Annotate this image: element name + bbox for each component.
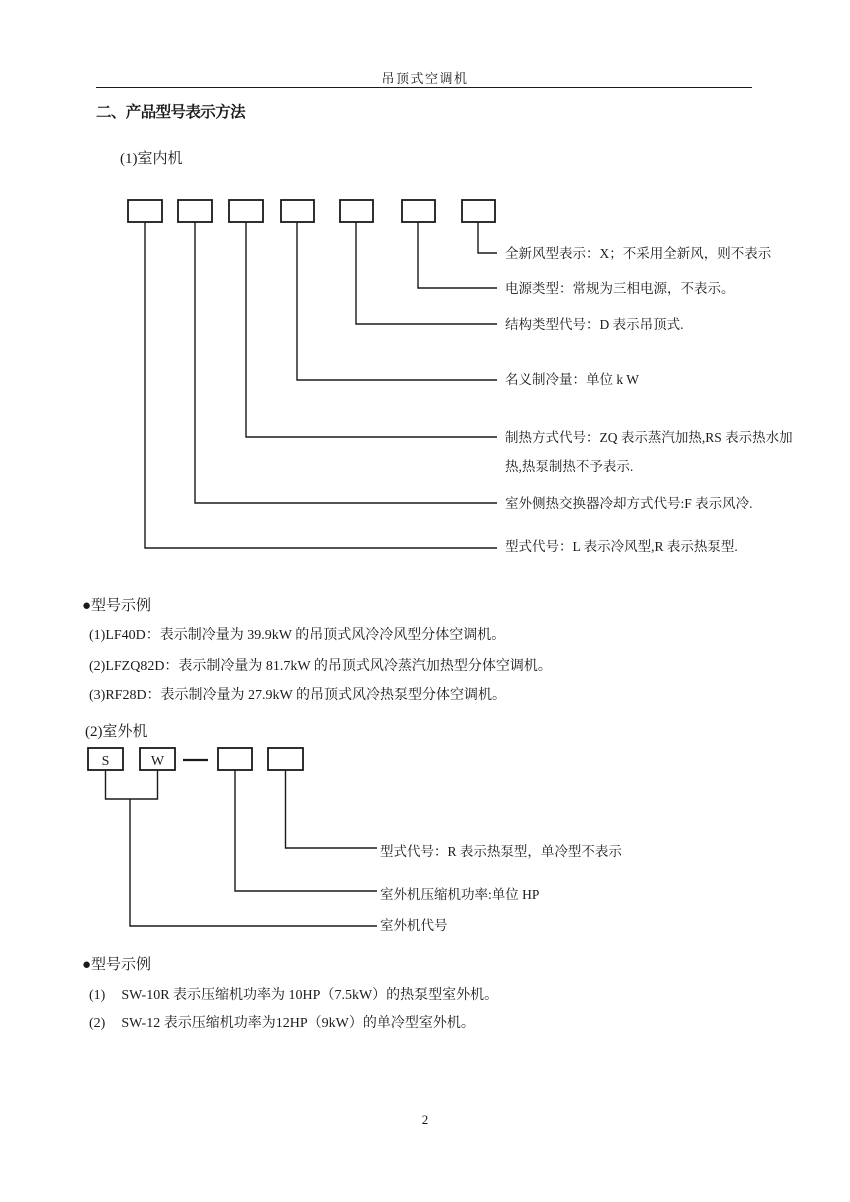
outdoor-example-2 (89, 1012, 475, 1032)
indoor-label-power-type: 电源类型：常规为三相电源，不表示。 (505, 281, 735, 296)
outdoor-section-heading: (2)室外机 (85, 724, 148, 740)
indoor-label-fresh-air: 全新风型表示：X；不采用全新风，则不表示 (505, 246, 772, 261)
indoor-line-fresh-air (478, 222, 497, 253)
page-title: 二、产品型号表示方法 (96, 104, 246, 121)
indoor-code-box-2 (178, 200, 212, 222)
outdoor-box-letter-w: W (150, 754, 165, 769)
outdoor-line-power (235, 770, 377, 891)
indoor-line-model-type (145, 222, 497, 548)
indoor-code-box-7 (462, 200, 495, 222)
indoor-code-box-1 (128, 200, 162, 222)
outdoor-code-boxes (88, 748, 303, 770)
outdoor-box-letter-s: S (101, 754, 110, 769)
outdoor-label-compressor-power: 室外机压缩机功率:单位 HP (380, 887, 540, 902)
indoor-label-capacity: 名义制冷量：单位 k W (505, 372, 639, 387)
outdoor-label-model-type: 型式代号：R 表示热泵型，单冷型不表示 (380, 844, 622, 859)
indoor-label-structure: 结构类型代号：D 表示吊顶式. (505, 317, 684, 332)
page-number: 2 (421, 1112, 429, 1127)
outdoor-code-box-s (88, 748, 123, 770)
indoor-label-model-type: 型式代号：L 表示冷风型,R 表示热泵型. (505, 539, 738, 554)
indoor-line-condenser (195, 222, 497, 503)
indoor-example-1: (1)LF40D：表示制冷量为 39.9kW 的吊顶式风冷冷风型分体空调机。 (89, 628, 506, 643)
outdoor-code-box-type (268, 748, 303, 770)
outdoor-line-unit-code (130, 799, 377, 926)
outdoor-example-2-number: (2) (89, 1016, 106, 1031)
indoor-code-boxes (128, 200, 495, 222)
indoor-connector-lines (145, 222, 497, 548)
outdoor-sw-merge-line (106, 770, 158, 799)
indoor-section-heading: (1)室内机 (120, 151, 183, 167)
outdoor-code-box-w (140, 748, 175, 770)
indoor-code-box-4 (281, 200, 314, 222)
outdoor-example-1-number: (1) (89, 988, 106, 1003)
outdoor-example-1-text: SW-10R 表示压缩机功率为 10HP（7.5kW）的热泵型室外机。 (121, 988, 499, 1003)
indoor-example-3: (3)RF28D：表示制冷量为 27.9kW 的吊顶式风冷热泵型分体空调机。 (89, 688, 507, 703)
indoor-label-condenser: 室外侧热交换器冷却方式代号:F 表示风冷. (505, 496, 753, 511)
outdoor-examples-heading: ●型号示例 (82, 957, 152, 973)
outdoor-label-unit-code: 室外机代号 (380, 918, 448, 933)
indoor-line-capacity (297, 222, 497, 380)
indoor-code-box-5 (340, 200, 373, 222)
outdoor-code-box-power (218, 748, 252, 770)
indoor-code-box-6 (402, 200, 435, 222)
running-header: 吊顶式空调机 (381, 71, 469, 86)
indoor-examples-heading: ●型号示例 (82, 598, 152, 614)
indoor-line-structure (356, 222, 497, 324)
header-rule (96, 87, 752, 88)
outdoor-example-2-text: SW-12 表示压缩机功率为12HP（9kW）的单冷型室外机。 (121, 1016, 475, 1031)
indoor-line-heating (246, 222, 497, 437)
outdoor-example-1 (89, 984, 498, 1004)
indoor-code-box-3 (229, 200, 263, 222)
indoor-label-heating-line1: 制热方式代号：ZQ 表示蒸汽加热,RS 表示热水加 (505, 430, 793, 445)
outdoor-connector-lines (106, 770, 378, 926)
indoor-label-heating-line2: 热,热泵制热不予表示. (505, 459, 634, 474)
indoor-example-2: (2)LFZQ82D：表示制冷量为 81.7kW 的吊顶式风冷蒸汽加热型分体空调机。 (89, 659, 552, 674)
indoor-line-power-type (418, 222, 497, 288)
outdoor-line-model (286, 770, 378, 848)
